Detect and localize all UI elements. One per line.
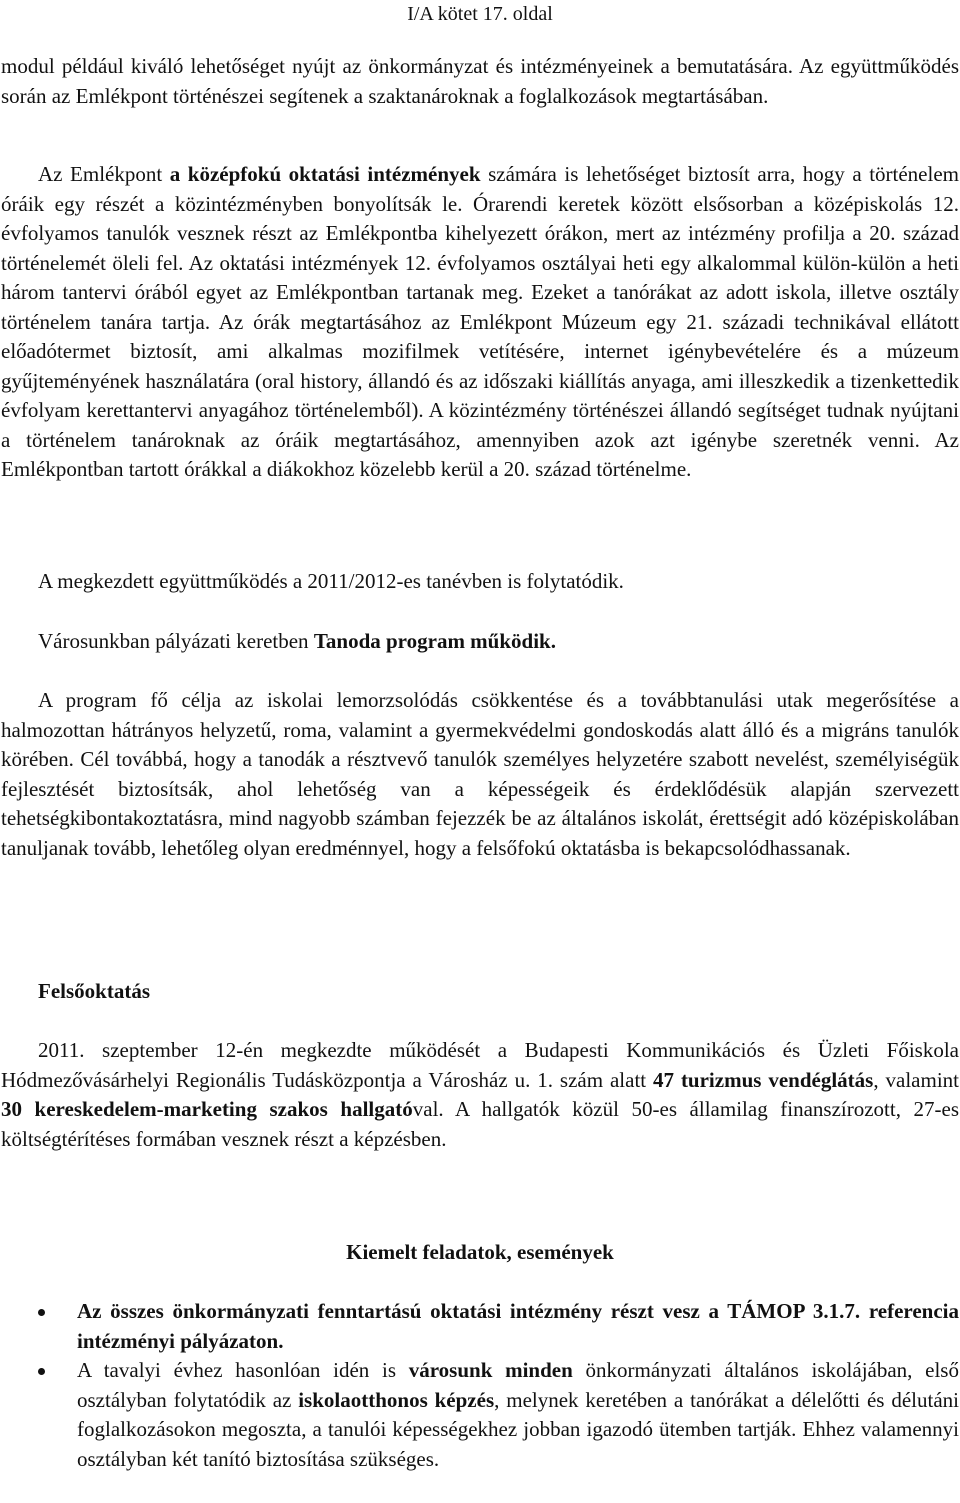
paragraph-intro [1, 52, 959, 111]
bullet-dot-icon [38, 1309, 45, 1316]
heading-felsooktatas [1, 977, 959, 1007]
bold-run: iskolaotthonos képzés [298, 1387, 495, 1412]
bold-run: 47 turizmus vendéglátás [653, 1067, 874, 1092]
text-run: Az Emlékpont [38, 162, 170, 186]
text-run: A tavalyi évhez hasonlóan idén is [77, 1358, 409, 1382]
text-run: , melynek keretében a tanórákat a délelőtti és délutáni foglalkozásokon megoszta, a tanulói képességekhez jobban igazodó ütemben tartják. Ehhez valamennyi osztályban két tanító biztosítása szükséges. [77, 1387, 959, 1471]
paragraph-emlekpont [1, 160, 959, 485]
paragraph-cooperation [1, 567, 959, 597]
section-heading: Felsőoktatás [38, 979, 150, 1003]
text-run: , valamint [873, 1067, 960, 1092]
paragraph-text: A megkezdett együttműködés a 2011/2012-es tanévben is folytatódik. [38, 569, 624, 593]
bold-run: Tanoda program működik. [313, 629, 556, 653]
list-item [1, 1297, 959, 1356]
list-item [1, 1356, 959, 1474]
bold-run: a középfokú oktatási intézmények [169, 162, 481, 186]
bullet-list [1, 1297, 959, 1474]
paragraph-tanoda-intro [1, 627, 959, 657]
paragraph-text: modul például kiváló lehetőséget nyújt az önkormányzat és intézményeinek a bemutatására. Az együttműködés során az Emlékpont történészei segítenek a szaktanároknak a foglalkozások megtartásában. [1, 54, 959, 108]
text-run: Városunkban pályázati keretben [38, 629, 314, 653]
heading-kiemelt [1, 1238, 959, 1268]
bold-run: Az összes önkormányzati fenntartású oktatási intézmény részt vesz a TÁMOP 3.1.7. referencia intézményi pályázaton. [77, 1299, 959, 1353]
paragraph-felsooktatas [1, 1036, 959, 1154]
text-run: számára is lehetőséget biztosít arra, hogy a történelem óráik egy részét a közintézményben bonyolítsák le. Órarendi keretek között elsősorban a középiskolás 12. évfolyamos tanulók vesznek részt az Emlékpontba kihelyezett órákon, mert az intézmény profilja a 20. század történelemét öleli fel. Az oktatási intézmények 12. évfolyamos osztályai heti egy alkalommal külön-külön a heti három tantervi órából egyet az Emlékpontban tartanak meg. Ezeket a tanórákat az adott iskola, illetve osztály történelem tanára tartja. Az órák megtartásához az Emlékpont Múzeum egy 21. századi technikával ellátott előadótermet biztosít, ami alkalmas mozifilmek vetítésére, internet igénybevételére és a múzeum gyűjteményének használatára (oral history, állandó és az időszaki kiállítás anyaga, ami illeszkedik a tizenkettedik évfolyam kerettantervi anyagához történelemből). A közintézmény történészei állandó segítséget tudnak nyújtani a történelem tanároknak az óráik megtartásához, amennyiben azok azt igénybe szeretnék venni. Az Emlékpontban tartott órákkal a diákokhoz közelebb kerül a 20. század történelme. [1, 162, 959, 481]
bullet-dot-icon [38, 1368, 45, 1375]
paragraph-tanoda-program [1, 686, 959, 863]
section-heading: Kiemelt feladatok, események [346, 1240, 614, 1264]
text-run: önkormányzati általános iskolájában, első osztályban folytatódik az [77, 1358, 959, 1412]
text-run: val. A hallgatók közül 50-es államilag finanszírozott, 27-es költségtérítéses formában vesznek részt a képzésben. [1, 1097, 959, 1151]
page-header: I/A kötet 17. oldal [407, 3, 553, 25]
bold-run: városunk minden [408, 1358, 573, 1382]
text-run: 2011. szeptember 12-én megkezdte működését a Budapesti Kommunikációs és Üzleti Főiskola Hódmezővásárhelyi Regionális Tudásközpontja a Városház u. 1. szám alatt [1, 1038, 959, 1092]
bold-run: 30 kereskedelem-marketing szakos hallgató [1, 1097, 413, 1121]
paragraph-text: A program fő célja az iskolai lemorzsolódás csökkentése és a továbbtanulási utak megerősítése a halmozottan hátrányos helyzetű, roma, valamint a gyermekvédelmi gondoskodás alatt álló és a migráns tanulók körében. Cél továbbá, hogy a tanodák a résztvevő tanulók személyes helyzetére szabott nevelést, személyiségük fejlesztését biztosítsák, ahol lehetőség van a képességeik és érdeklődésük alapján szervezett tehetségkibontakoztatásra, mind nagyobb számban fejezzék be az általános iskolát, érettségit adó középiskolában tanuljanak tovább, lehetőleg olyan eredménnyel, hogy a felsőfokú oktatásba is bekapcsolódhassanak. [1, 688, 959, 860]
